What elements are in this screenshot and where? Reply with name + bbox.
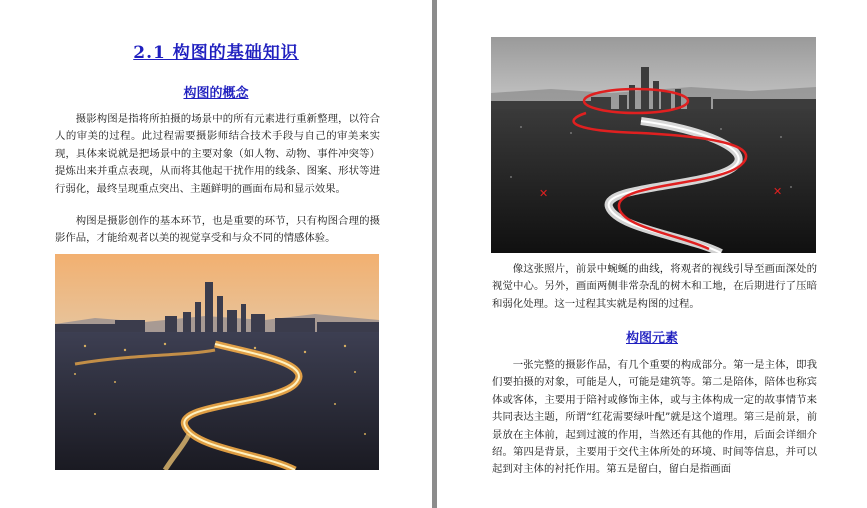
city-highway-color-photo	[55, 254, 379, 470]
left-page	[0, 0, 432, 508]
paragraph-1: 摄影构图是指将所拍摄的场景中的所有元素进行重新整理，以符合人的审美的过程。此过程需要摄影师结合技术手段与自己的审美来实现，具体来说就是把场景中的主要对象（如人物、动物、事件冲突等）提炼出来并重点表现，从而将其他起干扰作用的线条、图案、形状等进行弱化，最终呈现重点突出、主题鲜明的画面布局和显示效果。	[55, 113, 380, 195]
paragraph-elements: 一张完整的摄影作品，有几个重要的构成部分。第一是主体，即我们要拍摄的对象，可能是人，可能是建筑等。第二是陪体，陪体也称宾体或客体，主要用于陪衬或修饰主体，或与主体构成一定的故事情节来共同表达主题，所谓“红花需要绿叶配”就是这个道理。第三是前景，前景放在主体前，起到过渡的作用，当然还有其他的作用，后面会详细介绍。第四是背景，主要用于交代主体所处的环境、时间等信息，并可以起到对主体的衬托作用。第五是留白，留白是指画面	[492, 359, 817, 476]
x-mark-right: ✕	[773, 185, 783, 198]
photo-caption: 像这张照片，前景中蜿蜒的曲线，将观者的视线引导至画面深处的视觉中心。另外，画面两侧非常杂乱的树木和工地，在后期进行了压暗和弱化处理。这一过程其实就是构图的过程。	[492, 263, 817, 310]
chapter-title[interactable]: 2.1 构图的基础知识	[133, 43, 299, 63]
section-title-elements[interactable]: 构图元素	[625, 331, 678, 346]
section-title-concept[interactable]: 构图的概念	[183, 86, 249, 101]
right-page	[437, 0, 867, 508]
paragraph-2: 构图是摄影创作的基本环节，也是重要的环节，只有构图合理的摄影作品，才能给观者以美的视觉享受和与众不同的情感体验。	[55, 215, 380, 245]
x-mark-left: ✕	[539, 187, 549, 200]
city-highway-bw-annotated-photo	[491, 37, 816, 253]
